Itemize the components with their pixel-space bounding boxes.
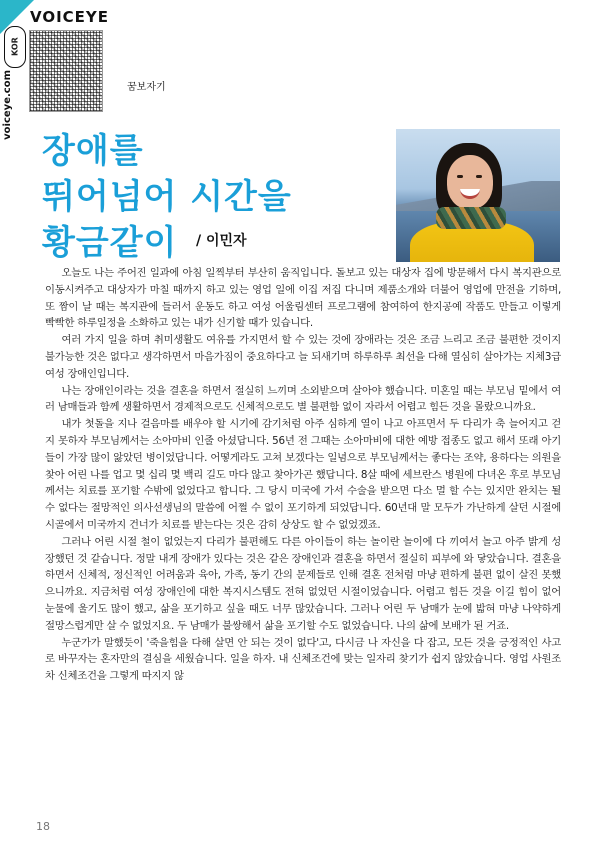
photo-face	[447, 155, 493, 209]
language-badge: KOR	[4, 26, 26, 68]
title-line-1: 장애를	[42, 131, 144, 171]
paragraph: 내가 첫돌을 지나 걸음마를 배우야 할 시기에 감기처럼 아주 심하게 열이 나고 아프면서 두 다리가 축 늘어지고 걷지 못하자 부모님께서는 소아마비 인줄 아셨답니다. 56년 전 그때는 소아마비에 대한 예방 접종도 없고 해서 또래 아기들이 가장 많이 앓았던 병이었답니다. 어떻게라도 고쳐 보겠다는 일념으로 부모님께서는 좋다는 조약, 용하다는 의원을 찾아 어린 나를 업고 몇 십리 몇 백리 길도 마다 않고 찾아가곤 했답니다. 8살 때에 세브란스 병원에 다녀온 후로 부모님께서는 치료를 포기할 수밖에 없었다고 합니다. 그 당시 미국에 가서 수술을 받으면 다소 멀 할 수는 있지만 완치는 될 수 없다는 절망적인 의사선생님의 말씀에 어쩔 수 없이 포기하게 되었답니다. 60년대 말 모두가 가난하게 살던 시절에 시골에서 미국까지 건너가 치료를 받는다는 것은 감히 상상도 할 수 없었겠죠.	[45, 418, 561, 531]
title-line-2: 뛰어넘어 시간을	[42, 177, 292, 217]
site-url-label: voiceye.com	[2, 70, 13, 140]
article-body	[45, 265, 561, 685]
voiceye-logo: VOICEYE	[30, 8, 110, 26]
title-line-3: 황금같이	[42, 223, 178, 263]
paragraph: 그러나 어린 시절 철이 없었는지 다리가 불편해도 다른 아이들이 하는 놀이란 놀이에 다 끼여서 놀고 아주 밝게 성장했던 것 같습니다. 정말 내게 장애가 있다는 것은 같은 장애인과 결혼을 하면서 절실히 피부에 와 닿았습니다. 결혼을 하면서 신체적, 정신적인 어려움과 육아, 가족, 동기 간의 문제들로 인해 결혼 전처럼 마냥 편하게 불편 없이 살진 못했으니까요. 지금처럼 여성 장애인에 대한 복지시스템도 전혀 없었던 시절이었습니다. 어렵고 힘든 것을 이길 힘이 없어 눈물에 울기도 많이 했고, 삶을 포기하고 싶을 때도 너무 많았습니다. 그러나 어린 두 남매가 눈에 밟혀 마냥 나약하게 절망스럽게만 살 수 없었지요. 두 남매가 불쌍해서 삶을 포기할 수도 없었습니다. 나의 삶에 보배가 된 거죠.	[45, 535, 561, 632]
page-number: 18	[36, 820, 50, 833]
section-category: 꿈보자기	[127, 82, 166, 93]
photo-scarf	[436, 207, 506, 229]
paragraph: 오늘도 나는 주어진 일과에 아침 일찍부터 부산히 움직입니다. 돌보고 있는 대상자 집에 방문해서 다시 복지관으로 이동시켜주고 대상자가 마칠 때까지 하고 있는 영업 일에 이집 저집 다니며 제품소개와 더불어 영업에 만전을 기하며, 또 짬이 날 때는 복지관에 들러서 운동도 하고 여성 어울림센터 프로그램에 참여하여 한지공예 작품도 만들고 이렇게 빡빡한 하루일정을 소화하고 있는 내가 신기할 때가 있습니다.	[45, 267, 561, 330]
voiceye-code-icon	[29, 30, 103, 112]
article-title	[42, 128, 292, 266]
paragraph: 누군가가 말했듯이 '죽을힘을 다해 살면 안 되는 것이 없다'고, 다시금 나 자신을 다 잡고, 모든 것을 긍정적인 사고로 바꾸자는 혼자만의 결심을 세웠습니다. 일을 하자. 내 신체조건에 맞는 일자리 찾기가 쉽지 않았습니다. 영업 사원조차 신체조건을 그렇게 따지지 않	[45, 636, 561, 683]
photo-eye	[457, 175, 463, 178]
paragraph: 나는 장애인이라는 것을 결혼을 하면서 절실히 느끼며 소외받으며 살아야 했습니다. 미혼일 때는 부모님 밑에서 여러 남매들과 함께 생활하면서 경제적으로도 신체적으로도 별 불편함 없이 자라서 어렵고 힘든 것을 몰랐으니까요.	[45, 384, 561, 414]
paragraph: 여러 가지 일을 하며 취미생활도 여유를 가지면서 할 수 있는 것에 장애라는 것은 조금 느리고 조금 불편한 것이지 불가능한 것은 없다고 생각하면서 마음가짐이 중요하다고 늘 되새기며 하루하루 최선을 다해 열심히 살아가는 지체3급 여성 장애인입니다.	[45, 334, 561, 380]
photo-eye	[476, 175, 482, 178]
author-byline: / 이민자	[196, 233, 247, 249]
author-photo	[396, 129, 560, 262]
